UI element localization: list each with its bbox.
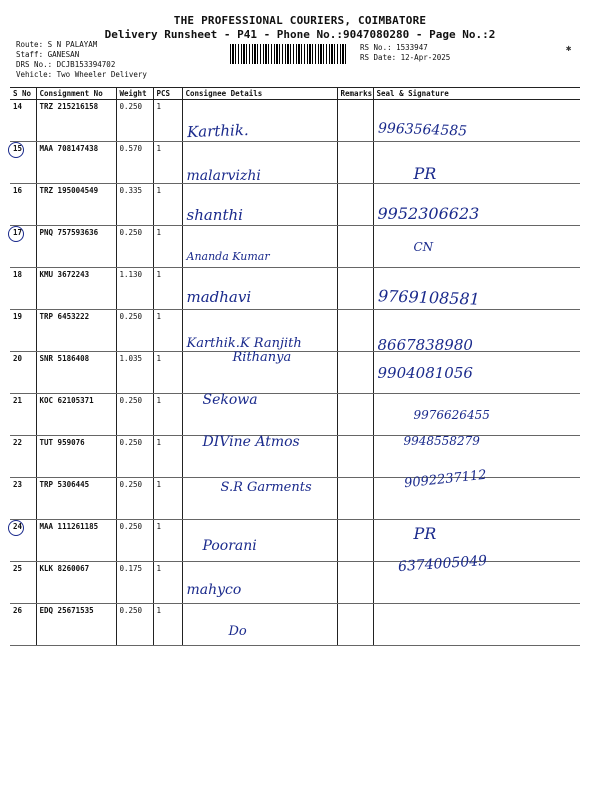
consignment-cell: KOC 62105371 xyxy=(36,394,116,436)
serial-number-cell: 25 xyxy=(10,562,36,604)
consignment-cell: KLK 8260067 xyxy=(36,562,116,604)
consignee-cell xyxy=(182,100,337,142)
pcs-cell: 1 xyxy=(153,142,182,184)
consignment-cell: MAA 111261185 xyxy=(36,520,116,562)
signature-cell xyxy=(373,184,580,226)
consignee-cell xyxy=(182,268,337,310)
consignment-cell: SNR 5186408 xyxy=(36,352,116,394)
pcs-cell: 1 xyxy=(153,268,182,310)
table-row xyxy=(10,436,580,478)
pcs-cell: 1 xyxy=(153,184,182,226)
weight-cell: 0.250 xyxy=(116,310,153,352)
consignee-handwriting: malarvizhi xyxy=(186,168,261,184)
table-body xyxy=(10,100,580,646)
runsheet-table xyxy=(10,87,580,646)
remarks-cell xyxy=(337,226,373,268)
consignment-cell: TRZ 215216158 xyxy=(36,100,116,142)
remarks-cell xyxy=(337,100,373,142)
pcs-cell: 1 xyxy=(153,520,182,562)
serial-number-cell: 15 xyxy=(10,142,36,184)
pcs-cell: 1 xyxy=(153,604,182,646)
consignee-handwriting: Karthik.K Ranjith xyxy=(186,336,302,351)
table-row xyxy=(10,310,580,352)
remarks-cell xyxy=(337,268,373,310)
col-remarks: Remarks xyxy=(337,88,373,100)
consignee-handwriting: Do xyxy=(228,624,247,639)
serial-number-cell: 22 xyxy=(10,436,36,478)
consignee-handwriting: S.R Garments xyxy=(220,480,312,495)
col-weight: Weight xyxy=(116,88,153,100)
remarks-cell xyxy=(337,394,373,436)
drs-label: DRS No.: DCJB153394702 xyxy=(16,60,116,69)
consignee-cell xyxy=(182,604,337,646)
consignee-handwriting: Poorani xyxy=(202,538,257,554)
consignment-cell: TRP 6453222 xyxy=(36,310,116,352)
serial-number-cell: 24 xyxy=(10,520,36,562)
remarks-cell xyxy=(337,142,373,184)
table-row xyxy=(10,268,580,310)
runsheet-title: THE PROFESSIONAL COURIERS, COIMBATORE xyxy=(173,14,427,27)
pcs-cell: 1 xyxy=(153,394,182,436)
table-row xyxy=(10,100,580,142)
consignee-cell xyxy=(182,184,337,226)
consignee-cell xyxy=(182,226,337,268)
consignment-cell: PNQ 757593636 xyxy=(36,226,116,268)
signature-cell xyxy=(373,467,580,520)
pcs-cell: 1 xyxy=(153,352,182,394)
weight-cell: 0.570 xyxy=(116,142,153,184)
table-header-row xyxy=(10,88,580,100)
col-sno: S No xyxy=(10,88,36,100)
pcs-cell: 1 xyxy=(153,310,182,352)
remarks-cell xyxy=(337,562,373,604)
weight-cell: 0.250 xyxy=(116,520,153,562)
consignee-cell xyxy=(182,352,337,394)
consignee-handwriting: Karthik. xyxy=(186,120,249,142)
remarks-cell xyxy=(337,310,373,352)
serial-number-cell: 14 xyxy=(10,100,36,142)
signature-cell xyxy=(373,552,580,604)
serial-number-cell: 26 xyxy=(10,604,36,646)
weight-cell: 0.250 xyxy=(116,100,153,142)
weight-cell: 0.250 xyxy=(116,394,153,436)
signature-handwriting: 9904081056 xyxy=(377,364,473,382)
weight-cell: 1.035 xyxy=(116,352,153,394)
pcs-cell: 1 xyxy=(153,478,182,520)
signature-cell xyxy=(373,142,580,184)
circle-mark-icon xyxy=(8,226,24,242)
table-row xyxy=(10,394,580,436)
signature-handwriting: 8667838980 xyxy=(377,336,473,354)
weight-cell: 0.250 xyxy=(116,604,153,646)
table-row xyxy=(10,520,580,562)
remarks-cell xyxy=(337,436,373,478)
signature-cell xyxy=(373,310,580,352)
serial-number-cell: 23 xyxy=(10,478,36,520)
consignment-cell: TRZ 195004549 xyxy=(36,184,116,226)
signature-handwriting: 9769108581 xyxy=(377,286,480,309)
table-row xyxy=(10,562,580,604)
weight-cell: 0.250 xyxy=(116,478,153,520)
signature-handwriting: CN xyxy=(413,240,434,254)
signature-handwriting: 9976626455 xyxy=(413,408,490,422)
rs-number: RS No.: 1533947 xyxy=(360,43,428,52)
table-row xyxy=(10,142,580,184)
consignment-cell: TUT 959076 xyxy=(36,436,116,478)
col-pcs: PCS xyxy=(153,88,182,100)
star-icon: ✱ xyxy=(566,44,572,54)
consignee-handwriting: mahyco xyxy=(186,582,242,598)
remarks-cell xyxy=(337,604,373,646)
col-consignment: Consignment No xyxy=(36,88,116,100)
consignment-cell: MAA 708147438 xyxy=(36,142,116,184)
pcs-cell: 1 xyxy=(153,562,182,604)
consignee-cell xyxy=(182,142,337,184)
signature-cell xyxy=(373,226,580,268)
staff-label: Staff: GANESAN xyxy=(16,50,80,59)
signature-handwriting: 9952306623 xyxy=(377,204,480,223)
pcs-cell: 1 xyxy=(153,100,182,142)
table-row xyxy=(10,478,580,520)
remarks-cell xyxy=(337,352,373,394)
signature-handwriting: 9092237112 xyxy=(402,467,487,492)
signature-cell xyxy=(373,604,580,646)
consignment-cell: TRP 5306445 xyxy=(36,478,116,520)
consignment-cell: KMU 3672243 xyxy=(36,268,116,310)
weight-cell: 1.130 xyxy=(116,268,153,310)
vehicle-label: Vehicle: Two Wheeler Delivery xyxy=(16,70,147,79)
rs-meta xyxy=(360,43,450,63)
table-row xyxy=(10,352,580,394)
consignee-handwriting: shanthi xyxy=(186,206,243,224)
signature-handwriting: PR xyxy=(413,524,437,543)
consignee-handwriting: DIVine Atmos xyxy=(202,434,300,450)
remarks-cell xyxy=(337,520,373,562)
serial-number-cell: 20 xyxy=(10,352,36,394)
pcs-cell: 1 xyxy=(153,436,182,478)
signature-handwriting: 6374005049 xyxy=(397,552,488,576)
weight-cell: 0.335 xyxy=(116,184,153,226)
pcs-cell: 1 xyxy=(153,226,182,268)
consignee-cell xyxy=(182,436,337,478)
table-row xyxy=(10,604,580,646)
remarks-cell xyxy=(337,184,373,226)
consignee-cell xyxy=(182,520,337,562)
table-row xyxy=(10,226,580,268)
serial-number-cell: 19 xyxy=(10,310,36,352)
signature-cell xyxy=(373,268,580,310)
consignee-cell xyxy=(182,562,337,604)
circle-mark-icon xyxy=(8,520,24,536)
barcode-image xyxy=(230,44,348,64)
col-consignee: Consignee Details xyxy=(182,88,337,100)
weight-cell: 0.175 xyxy=(116,562,153,604)
col-signature: Seal & Signature xyxy=(373,88,580,100)
table-row xyxy=(10,184,580,226)
consignee-cell xyxy=(182,478,337,520)
serial-number-cell: 16 xyxy=(10,184,36,226)
consignment-cell: EDQ 25671535 xyxy=(36,604,116,646)
consignee-handwriting: madhavi xyxy=(186,288,252,306)
route-meta xyxy=(16,40,147,80)
remarks-cell xyxy=(337,478,373,520)
consignee-handwriting: Ananda Kumar xyxy=(186,250,270,263)
serial-number-cell: 17 xyxy=(10,226,36,268)
signature-handwriting: 9963564585 xyxy=(377,120,467,140)
circle-mark-icon xyxy=(8,142,24,158)
rs-date: RS Date: 12-Apr-2025 xyxy=(360,53,451,62)
signature-cell xyxy=(373,352,580,394)
serial-number-cell: 18 xyxy=(10,268,36,310)
weight-cell: 0.250 xyxy=(116,226,153,268)
signature-cell xyxy=(373,394,580,436)
weight-cell: 0.250 xyxy=(116,436,153,478)
consignee-cell xyxy=(182,394,337,436)
runsheet-subtitle: Delivery Runsheet - P41 - Phone No.:9047080280 - Page No.:2 xyxy=(104,28,496,41)
serial-number-cell: 21 xyxy=(10,394,36,436)
signature-cell xyxy=(373,100,580,142)
route-label: Route: S N PALAYAM xyxy=(16,40,98,49)
signature-handwriting: 9948558279 xyxy=(403,434,480,448)
consignee-handwriting: Rithanya xyxy=(232,350,292,365)
signature-handwriting: PR xyxy=(413,164,437,183)
consignee-handwriting: Sekowa xyxy=(202,392,258,408)
consignee-cell xyxy=(182,310,337,352)
